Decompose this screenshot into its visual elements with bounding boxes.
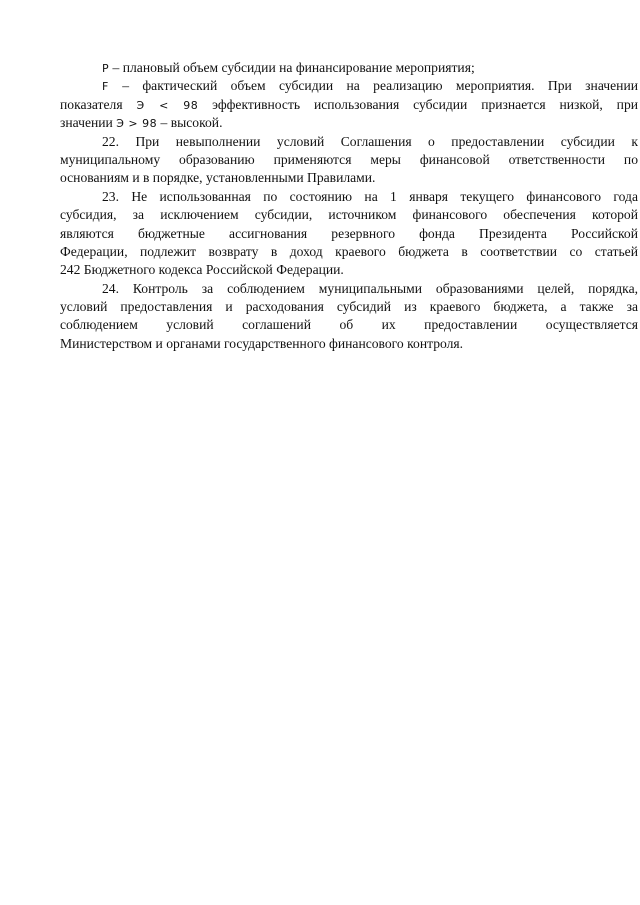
text-line [60,96,638,114]
paragraph-p-definition [60,59,638,77]
text-line: соблюдением условий соглашений об их предоставлении осуществляется [60,317,638,333]
line-text: эффективность использования субсидии признается низкой, при [198,96,639,112]
text-line: являются бюджетные ассигнования резервного фонда Президента Российской [60,225,638,241]
document-page [60,59,638,353]
formula-symbol-p: P [102,62,110,75]
paragraph-f-definition [60,77,638,132]
paragraph-item-24 [60,280,638,354]
text-line [60,59,638,77]
line-text: – высокой. [157,115,223,131]
text-line [60,77,638,95]
line-text-pre: значении [60,115,117,131]
text-line: Федерации, подлежит возврату в доход краевого бюджета в соответствии со статьей [60,243,638,259]
line-text: – фактический объем субсидии на реализацию мероприятия. При значении [108,78,638,94]
text-line: субсидия, за исключением субсидии, источником финансового обеспечения которой [60,207,638,223]
text-line: 23. Не использованная по состоянию на 1 января текущего финансового года [102,188,638,204]
text-line [60,114,638,132]
text-line: условий предоставления и расходования субсидий из краевого бюджета, а также за [60,299,638,315]
line-text: – плановый объем субсидии на финансирование мероприятия; [109,60,475,75]
text-line: Министерством и органами государственного финансового контроля. [60,335,464,351]
text-line: муниципальному образованию применяются меры финансовой ответственности по [60,151,638,167]
line-text-pre: показателя [60,96,137,112]
formula-symbol-f: F [102,80,109,94]
text-line: 24. Контроль за соблюдением муниципальными образованиями целей, порядка, [102,280,638,296]
text-line: 242 Бюджетного кодекса Российской Федерации. [60,262,344,278]
paragraph-item-22 [60,133,638,188]
formula-inequality-low: Э < 98 [136,98,199,112]
text-line: 22. При невыполнении условий Соглашения о предоставлении субсидии к [102,133,638,149]
paragraph-item-23 [60,188,638,280]
formula-inequality-high: Э > 98 [116,117,158,131]
text-line: основаниям и в порядке, установленными Правилами. [60,170,376,186]
